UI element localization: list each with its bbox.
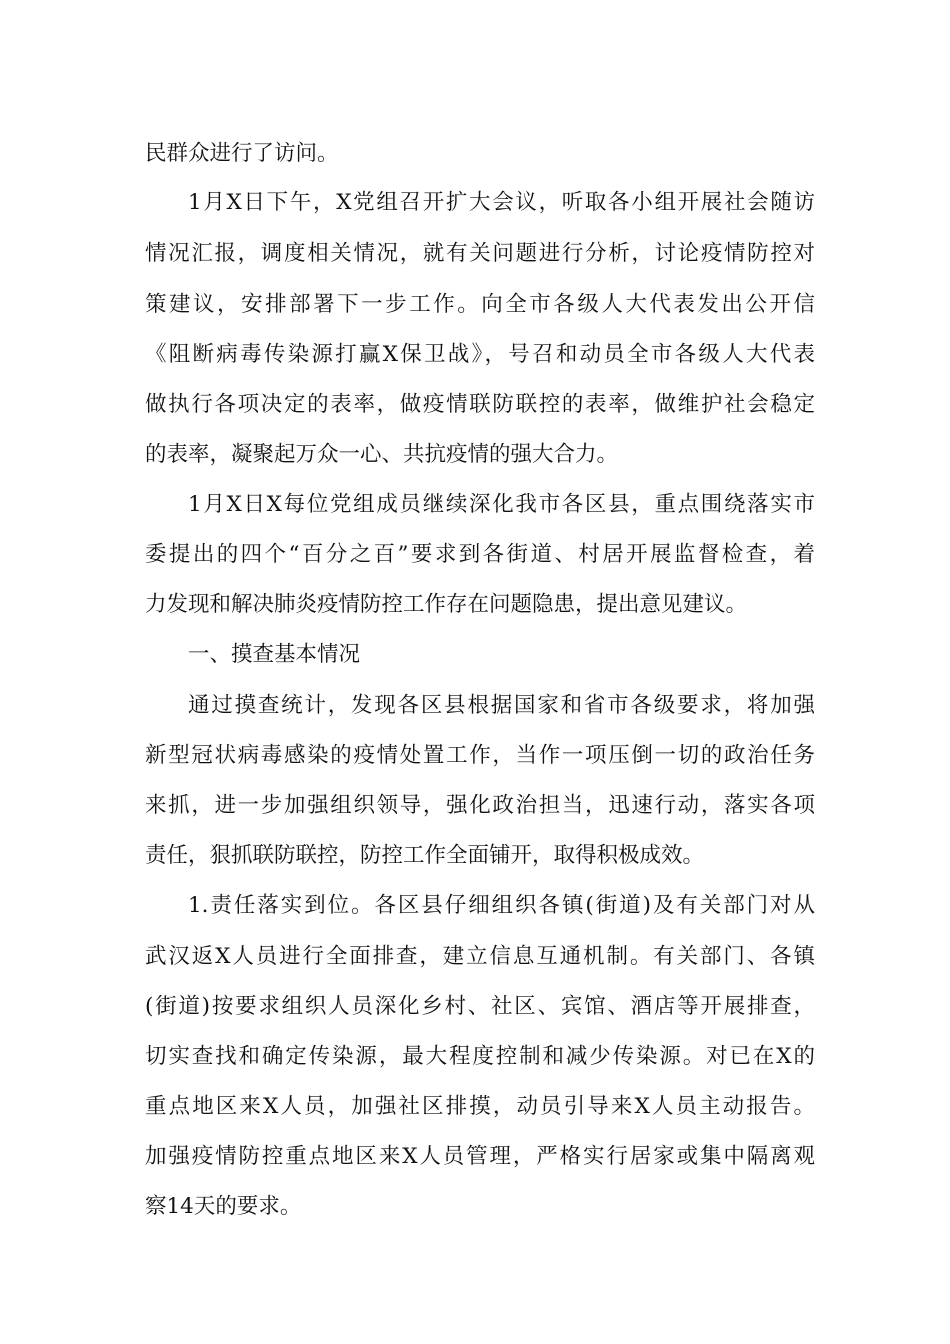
paragraph-first-line: 通过摸查统计，发现各区县根据国家和省市各级要求，将加强 — [188, 693, 815, 718]
text-line: 民群众进行了访问。 — [145, 141, 339, 166]
paragraph-first-line: 1月X日下午，X党组召开扩大会议，听取各小组开展社会随访 — [188, 190, 815, 215]
text-line: 武汉返X人员进行全面排查，建立信息互通机制。有关部门、各镇 — [145, 944, 815, 969]
text-line: 力发现和解决肺炎疫情防控工作存在问题隐患，提出意见建议。 — [145, 592, 748, 617]
text-line: 的表率，凝聚起万众一心、共抗疫情的强大合力。 — [145, 442, 619, 467]
text-line: 责任，狠抓联防联控，防控工作全面铺开，取得积极成效。 — [145, 843, 705, 868]
text-line: 《阻断病毒传染源打赢X保卫战》，号召和动员全市各级人大代表 — [145, 342, 815, 367]
section-heading: 一、摸查基本情况 — [188, 642, 361, 667]
text-line: 切实查找和确定传染源，最大程度控制和减少传染源。对已在X的 — [145, 1044, 815, 1069]
text-line: (街道)按要求组织人员深化乡村、社区、宾馆、酒店等开展排查， — [145, 994, 815, 1019]
text-line: 做执行各项决定的表率，做疫情联防联控的表率，做维护社会稳定 — [145, 392, 815, 417]
text-line: 情况汇报，调度相关情况，就有关问题进行分析，讨论疫情防控对 — [145, 241, 815, 266]
text-line: 策建议，安排部署下一步工作。向全市各级人大代表发出公开信 — [145, 292, 815, 317]
text-line: 加强疫情防控重点地区来X人员管理，严格实行居家或集中隔离观 — [145, 1144, 815, 1169]
paragraph-first-line: 1月X日X每位党组成员继续深化我市各区县，重点围绕落实市 — [188, 492, 815, 517]
text-line: 新型冠状病毒感染的疫情处置工作，当作一项压倒一切的政治任务 — [145, 743, 815, 768]
paragraph-first-line: 1.责任落实到位。各区县仔细组织各镇(街道)及有关部门对从 — [188, 893, 815, 918]
text-line: 委提出的四个“百分之百”要求到各街道、村居开展监督检查，着 — [145, 542, 815, 567]
text-line: 重点地区来X人员，加强社区排摸，动员引导来X人员主动报告。 — [145, 1094, 815, 1119]
text-line: 察14天的要求。 — [145, 1194, 302, 1219]
text-line: 来抓，进一步加强组织领导，强化政治担当，迅速行动，落实各项 — [145, 793, 815, 818]
